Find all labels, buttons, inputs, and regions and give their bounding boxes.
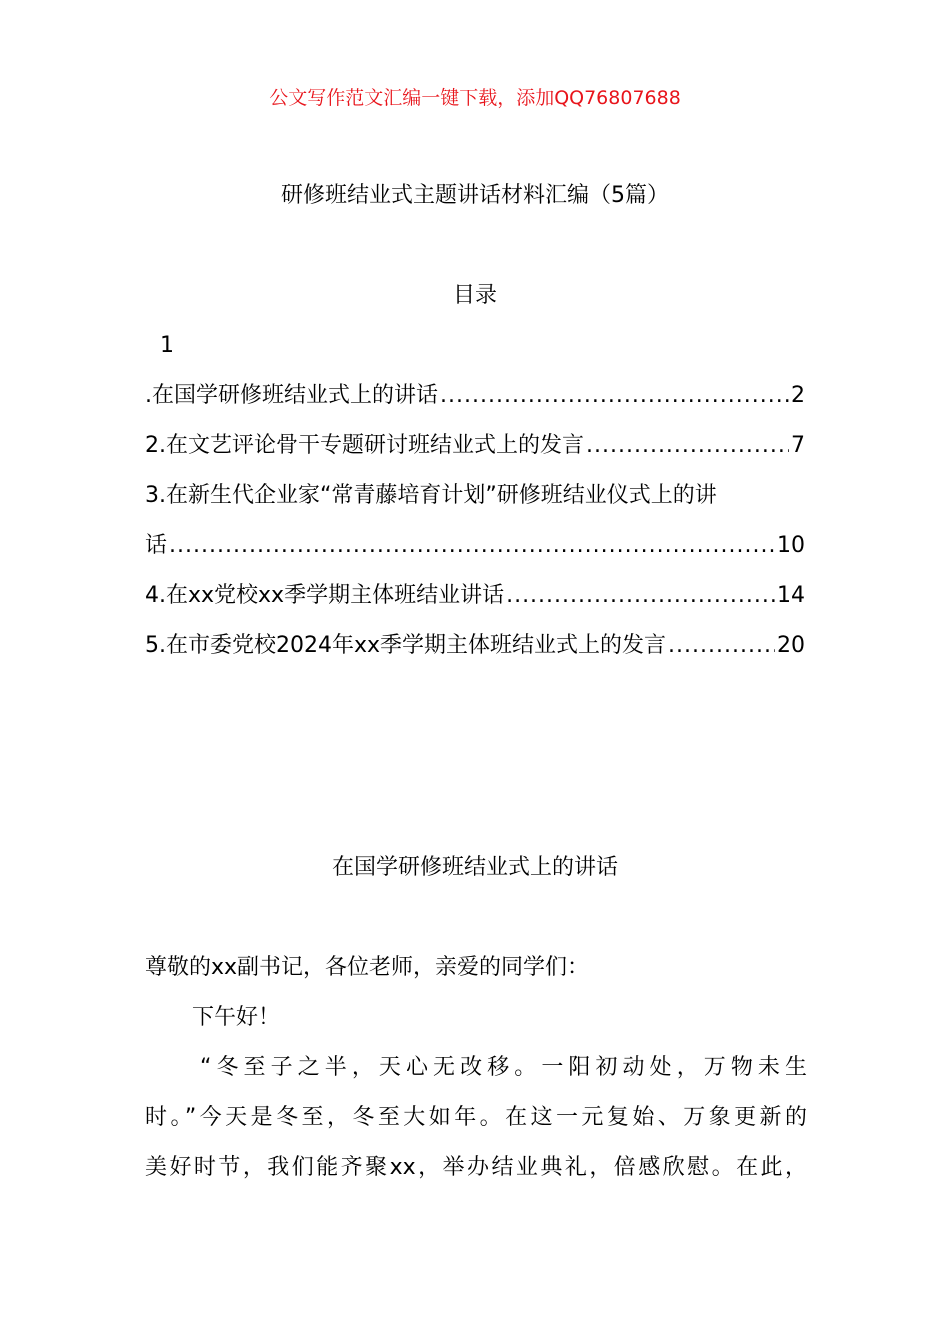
document-title: 研修班结业式主题讲话材料汇编（5篇） <box>281 183 669 208</box>
speech-greeting: 下午好！ <box>192 1005 281 1030</box>
toc-entry-page: 10 <box>777 533 805 558</box>
toc-entry-title-continuation: 话 <box>145 533 168 558</box>
toc-entry-title-line[interactable]: 3.在新生代企业家“常青藤培育计划”研修班结业仪式上的讲 <box>145 483 717 508</box>
toc-entry-page: 2 <box>791 383 805 408</box>
toc-leader-dots <box>668 630 775 662</box>
toc-entry-page: 14 <box>777 583 805 608</box>
download-banner[interactable]: 公文写作范文汇编一键下载，添加QQ76807688 <box>269 87 681 109</box>
toc-entry[interactable] <box>145 430 805 462</box>
paragraph-line: “冬至子之半，天心无改移。一阳初动处，万物未生 <box>200 1055 807 1080</box>
toc-entry-title: .在国学研修班结业式上的讲话 <box>145 383 438 408</box>
toc-entry[interactable] <box>145 530 805 562</box>
toc-entry-title: 5.在市委党校2024年xx季学期主体班结业式上的发言 <box>145 633 667 658</box>
toc-heading: 目录 <box>452 283 497 308</box>
speech-salutation: 尊敬的xx副书记，各位老师，亲爱的同学们： <box>145 955 590 980</box>
toc-entry-number: 1 <box>160 333 174 358</box>
toc-leader-dots <box>506 580 775 612</box>
section-title: 在国学研修班结业式上的讲话 <box>331 855 618 880</box>
paragraph-line: 美好时节，我们能齐聚xx，举办结业典礼，倍感欣慰。在此， <box>145 1155 807 1180</box>
toc-leader-dots <box>169 530 775 562</box>
toc-leader-dots <box>440 380 789 412</box>
toc-entry-title: 2.在文艺评论骨干专题研讨班结业式上的发言 <box>145 433 584 458</box>
toc-entry[interactable] <box>145 630 805 662</box>
paragraph-line: 时。”今天是冬至，冬至大如年。在这一元复始、万象更新的 <box>145 1105 807 1130</box>
toc-entry[interactable] <box>145 580 805 612</box>
toc-entry-title: 4.在xx党校xx季学期主体班结业讲话 <box>145 583 505 608</box>
toc-entry-page: 7 <box>791 433 805 458</box>
toc-entry[interactable] <box>145 380 805 412</box>
toc-leader-dots <box>586 430 789 462</box>
toc-entry-page: 20 <box>777 633 805 658</box>
